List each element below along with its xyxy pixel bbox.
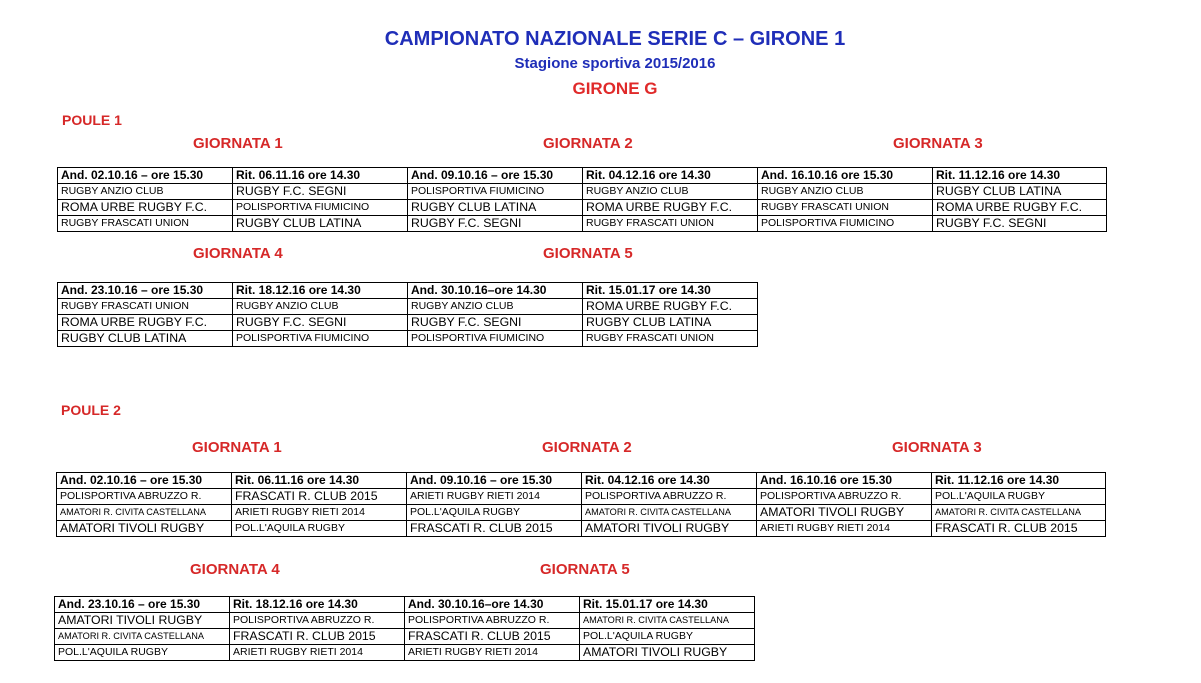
group-title: GIRONE G (572, 79, 658, 98)
team-cell: ROMA URBE RUGBY F.C. (58, 200, 233, 216)
header-cell: Rit. 06.11.16 ore 14.30 (232, 473, 407, 489)
team-cell: RUGBY FRASCATI UNION (583, 331, 758, 347)
team-cell: RUGBY ANZIO CLUB (408, 299, 583, 315)
team-cell: POLISPORTIVA FIUMICINO (408, 184, 583, 200)
table-row (58, 184, 1107, 200)
team-cell: POLISPORTIVA ABRUZZO R. (230, 613, 405, 629)
team-cell: RUGBY FRASCATI UNION (583, 216, 758, 232)
team-cell: ARIETI RUGBY RIETI 2014 (230, 645, 405, 661)
poule-1-giornata-4-heading: GIORNATA 4 (193, 245, 283, 262)
header-cell: Rit. 04.12.16 ore 14.30 (582, 473, 757, 489)
header-cell: And. 02.10.16 – ore 15.30 (57, 473, 232, 489)
team-cell: ARIETI RUGBY RIETI 2014 (757, 521, 932, 537)
team-cell: RUGBY F.C. SEGNI (933, 216, 1107, 232)
team-cell: RUGBY ANZIO CLUB (58, 184, 233, 200)
table-header-row (58, 283, 758, 299)
table-row (55, 629, 755, 645)
poule-1-label: POULE 1 (62, 112, 122, 128)
team-cell: ROMA URBE RUGBY F.C. (58, 315, 233, 331)
team-cell: AMATORI R. CIVITA CASTELLANA (582, 505, 757, 521)
team-cell: POLISPORTIVA FIUMICINO (758, 216, 933, 232)
header-cell: And. 23.10.16 – ore 15.30 (55, 597, 230, 613)
team-cell: RUGBY CLUB LATINA (583, 315, 758, 331)
poule-1-giornata-5-heading: GIORNATA 5 (543, 245, 633, 262)
team-cell: RUGBY FRASCATI UNION (758, 200, 933, 216)
header-cell: And. 23.10.16 – ore 15.30 (58, 283, 233, 299)
poule-1-schedule-table-rounds-4-5 (57, 282, 758, 347)
table-header-row (55, 597, 755, 613)
team-cell: RUGBY ANZIO CLUB (583, 184, 758, 200)
header-cell: And. 09.10.16 – ore 15.30 (407, 473, 582, 489)
header-cell: Rit. 15.01.17 ore 14.30 (583, 283, 758, 299)
poule-1-giornata-2-heading: GIORNATA 2 (543, 135, 633, 152)
team-cell: FRASCATI R. CLUB 2015 (932, 521, 1106, 537)
team-cell: RUGBY F.C. SEGNI (408, 315, 583, 331)
table-row (58, 216, 1107, 232)
team-cell: FRASCATI R. CLUB 2015 (407, 521, 582, 537)
team-cell: FRASCATI R. CLUB 2015 (405, 629, 580, 645)
table-header-row (58, 168, 1107, 184)
team-cell: POL.L'AQUILA RUGBY (232, 521, 407, 537)
season-subtitle: Stagione sportiva 2015/2016 (514, 55, 716, 72)
team-cell: RUGBY F.C. SEGNI (233, 184, 408, 200)
team-cell: AMATORI R. CIVITA CASTELLANA (580, 613, 755, 629)
poule-2-giornata-5-heading: GIORNATA 5 (540, 561, 630, 578)
poule-2-giornata-2-heading: GIORNATA 2 (542, 439, 632, 456)
team-cell: POLISPORTIVA FIUMICINO (408, 331, 583, 347)
team-cell: RUGBY F.C. SEGNI (233, 315, 408, 331)
header-cell: And. 02.10.16 – ore 15.30 (58, 168, 233, 184)
table-row (55, 645, 755, 661)
header-cell: Rit. 15.01.17 ore 14.30 (580, 597, 755, 613)
team-cell: FRASCATI R. CLUB 2015 (232, 489, 407, 505)
header-cell: Rit. 18.12.16 ore 14.30 (230, 597, 405, 613)
header-cell: And. 16.10.16 ore 15.30 (757, 473, 932, 489)
poule-2-giornata-3-heading: GIORNATA 3 (892, 439, 982, 456)
team-cell: RUGBY FRASCATI UNION (58, 216, 233, 232)
team-cell: RUGBY CLUB LATINA (58, 331, 233, 347)
team-cell: RUGBY CLUB LATINA (233, 216, 408, 232)
header-cell: And. 16.10.16 ore 15.30 (758, 168, 933, 184)
team-cell: RUGBY ANZIO CLUB (233, 299, 408, 315)
table-row (58, 315, 758, 331)
poule-1-giornata-1-heading: GIORNATA 1 (193, 135, 283, 152)
poule-2-giornata-4-heading: GIORNATA 4 (190, 561, 280, 578)
team-cell: RUGBY CLUB LATINA (933, 184, 1107, 200)
poule-2-schedule-table-rounds-4-5 (54, 596, 755, 661)
team-cell: ARIETI RUGBY RIETI 2014 (407, 489, 582, 505)
table-header-row (57, 473, 1106, 489)
header-cell: And. 30.10.16–ore 14.30 (408, 283, 583, 299)
team-cell: ROMA URBE RUGBY F.C. (583, 200, 758, 216)
table-row (57, 505, 1106, 521)
team-cell: POLISPORTIVA ABRUZZO R. (757, 489, 932, 505)
poule-2-label: POULE 2 (61, 402, 121, 418)
team-cell: AMATORI TIVOLI RUGBY (582, 521, 757, 537)
team-cell: RUGBY F.C. SEGNI (408, 216, 583, 232)
table-row (55, 613, 755, 629)
table-row (57, 489, 1106, 505)
team-cell: ROMA URBE RUGBY F.C. (933, 200, 1107, 216)
team-cell: POL.L'AQUILA RUGBY (580, 629, 755, 645)
team-cell: RUGBY CLUB LATINA (408, 200, 583, 216)
team-cell: POLISPORTIVA ABRUZZO R. (405, 613, 580, 629)
team-cell: AMATORI R. CIVITA CASTELLANA (55, 629, 230, 645)
team-cell: POL.L'AQUILA RUGBY (55, 645, 230, 661)
header-cell: Rit. 11.12.16 ore 14.30 (932, 473, 1106, 489)
header-cell: And. 30.10.16–ore 14.30 (405, 597, 580, 613)
poule-2-giornata-1-heading: GIORNATA 1 (192, 439, 282, 456)
team-cell: ARIETI RUGBY RIETI 2014 (405, 645, 580, 661)
team-cell: AMATORI TIVOLI RUGBY (57, 521, 232, 537)
team-cell: AMATORI TIVOLI RUGBY (55, 613, 230, 629)
team-cell: POLISPORTIVA FIUMICINO (233, 331, 408, 347)
poule-1-giornata-3-heading: GIORNATA 3 (893, 135, 983, 152)
table-row (58, 331, 758, 347)
team-cell: AMATORI R. CIVITA CASTELLANA (57, 505, 232, 521)
header-cell: Rit. 06.11.16 ore 14.30 (233, 168, 408, 184)
team-cell: RUGBY FRASCATI UNION (58, 299, 233, 315)
team-cell: AMATORI R. CIVITA CASTELLANA (932, 505, 1106, 521)
team-cell: ARIETI RUGBY RIETI 2014 (232, 505, 407, 521)
team-cell: ROMA URBE RUGBY F.C. (583, 299, 758, 315)
poule-1-schedule-table-rounds-1-3 (57, 167, 1107, 232)
document-title: CAMPIONATO NAZIONALE SERIE C – GIRONE 1 (384, 28, 846, 50)
team-cell: POL.L'AQUILA RUGBY (932, 489, 1106, 505)
table-row (58, 200, 1107, 216)
team-cell: POLISPORTIVA ABRUZZO R. (57, 489, 232, 505)
header-cell: Rit. 18.12.16 ore 14.30 (233, 283, 408, 299)
table-row (57, 521, 1106, 537)
team-cell: FRASCATI R. CLUB 2015 (230, 629, 405, 645)
header-cell: Rit. 04.12.16 ore 14.30 (583, 168, 758, 184)
header-cell: Rit. 11.12.16 ore 14.30 (933, 168, 1107, 184)
team-cell: POL.L'AQUILA RUGBY (407, 505, 582, 521)
table-row (58, 299, 758, 315)
team-cell: POLISPORTIVA ABRUZZO R. (582, 489, 757, 505)
team-cell: AMATORI TIVOLI RUGBY (580, 645, 755, 661)
team-cell: RUGBY ANZIO CLUB (758, 184, 933, 200)
team-cell: POLISPORTIVA FIUMICINO (233, 200, 408, 216)
poule-2-schedule-table-rounds-1-3 (56, 472, 1106, 537)
team-cell: AMATORI TIVOLI RUGBY (757, 505, 932, 521)
header-cell: And. 09.10.16 – ore 15.30 (408, 168, 583, 184)
